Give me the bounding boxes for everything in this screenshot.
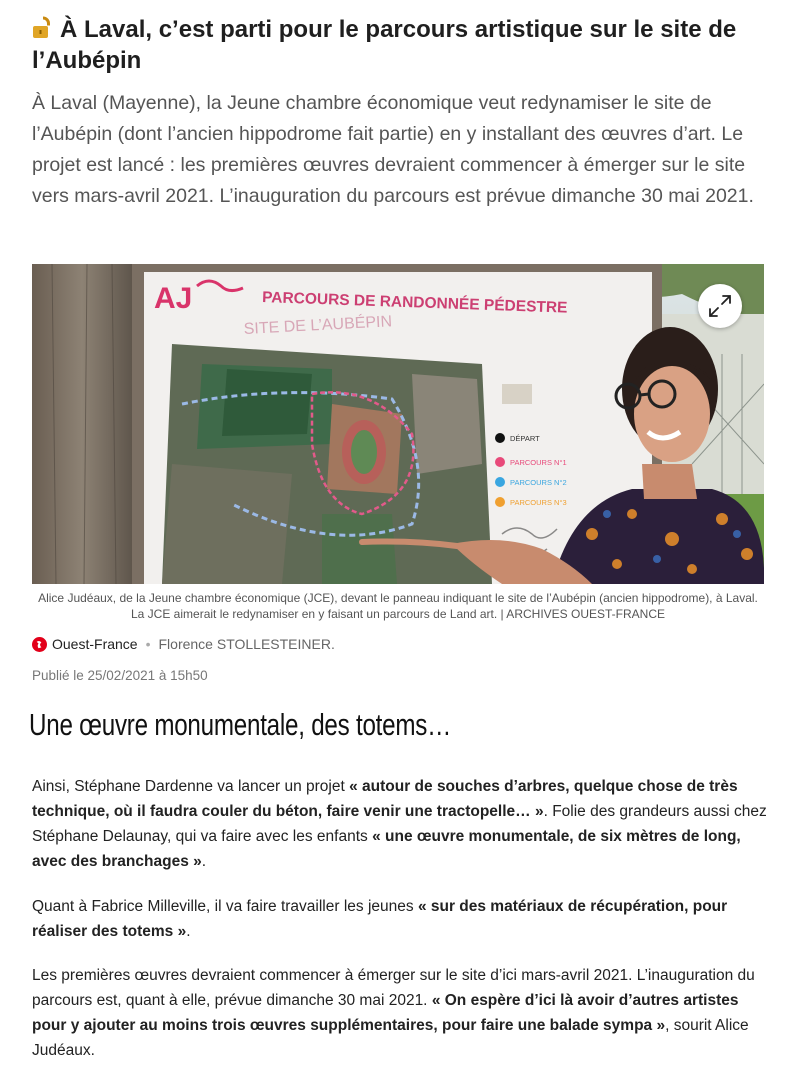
legend-route-1: PARCOURS N°1: [510, 458, 567, 467]
sign-logo: AJ: [154, 282, 193, 315]
paragraph-1: [32, 774, 768, 874]
publication-date: Publié le 25/02/2021 à 15h50: [32, 668, 208, 683]
p1-quote-2: « une œuvre monumentale, de six mètres de long, avec des branchages »: [32, 828, 741, 870]
expand-photo-button[interactable]: [698, 284, 742, 328]
paragraph-3: [32, 963, 768, 1063]
p3-text-2: , sourit Alice Judéaux.: [32, 1017, 749, 1059]
sign-subtitle: SITE DE L’AUBÉPIN: [243, 313, 393, 338]
p2-quote-1: « sur des matériaux de récupération, pour réaliser des totems »: [32, 898, 728, 940]
source-name[interactable]: Ouest-France: [52, 636, 138, 652]
p2-text-2: .: [186, 923, 191, 940]
article-photo[interactable]: [32, 264, 764, 584]
article-title: [32, 14, 768, 76]
paragraph-2: [32, 894, 768, 944]
p3-text-1: Les premières œuvres devraient commencer à émerger sur le site d’ici mars-avril 2021. L’inauguration du parcours est, quant à elle, prévue dimanche 30 mai 2021.: [32, 967, 755, 1009]
expand-arrows-icon: [698, 284, 742, 328]
p1-text-3: .: [201, 853, 207, 870]
padlock-open-icon: [32, 16, 54, 40]
legend-route-2: PARCOURS N°2: [510, 478, 567, 487]
photo-illustration: [32, 264, 764, 584]
p1-text-1: Ainsi, Stéphane Dardenne va lancer un projet: [32, 778, 350, 795]
sign-title: PARCOURS DE RANDONNÉE PÉDESTRE: [261, 289, 568, 317]
p3-quote-1: « On espère d’ici là avoir d’autres artistes pour y ajouter au moins trois œuvres supplémentaires, pour faire une balade sympa »: [32, 992, 739, 1034]
source-line: [32, 635, 335, 653]
section-heading: Une œuvre monumentale, des totems…: [29, 707, 452, 742]
p2-text-1: Quant à Fabrice Milleville, il va faire travailler les jeunes: [32, 898, 418, 915]
title-text: À Laval, c’est parti pour le parcours artistique sur le site de l’Aubépin: [32, 16, 737, 74]
legend-route-3: PARCOURS N°3: [510, 498, 567, 507]
author-name: Florence STOLLESTEINER.: [158, 636, 335, 652]
p1-text-2: . Folie des grandeurs aussi chez Stéphane Delaunay, qui va faire avec les enfants: [32, 803, 767, 845]
source-separator: •: [145, 636, 151, 652]
p1-quote-1: « autour de souches d’arbres, quelque chose de très technique, où il faudra couler du béton, faire venir une tractopelle… »: [32, 778, 738, 820]
article-lead: À Laval (Mayenne), la Jeune chambre économique veut redynamiser le site de l’Aubépin (dont l’ancien hippodrome fait partie) en y installant des œuvres d’art. Le projet est lancé : les premières œuvres devraient commencer à émerger sur le site vers mars-avril 2021. L’inauguration du parcours est prévue dimanche 30 mai 2021.: [32, 92, 754, 207]
ouest-france-logo: [32, 637, 47, 652]
legend-departure: DÉPART: [510, 434, 540, 443]
photo-caption: Alice Judéaux, de la Jeune chambre économique (JCE), devant le panneau indiquant le site de l’Aubépin (ancien hippodrome), à Laval. La JCE aimerait le redynamiser en y faisant un parcours de Land art. | ARCHIVES OUEST-FRANCE: [38, 591, 758, 621]
